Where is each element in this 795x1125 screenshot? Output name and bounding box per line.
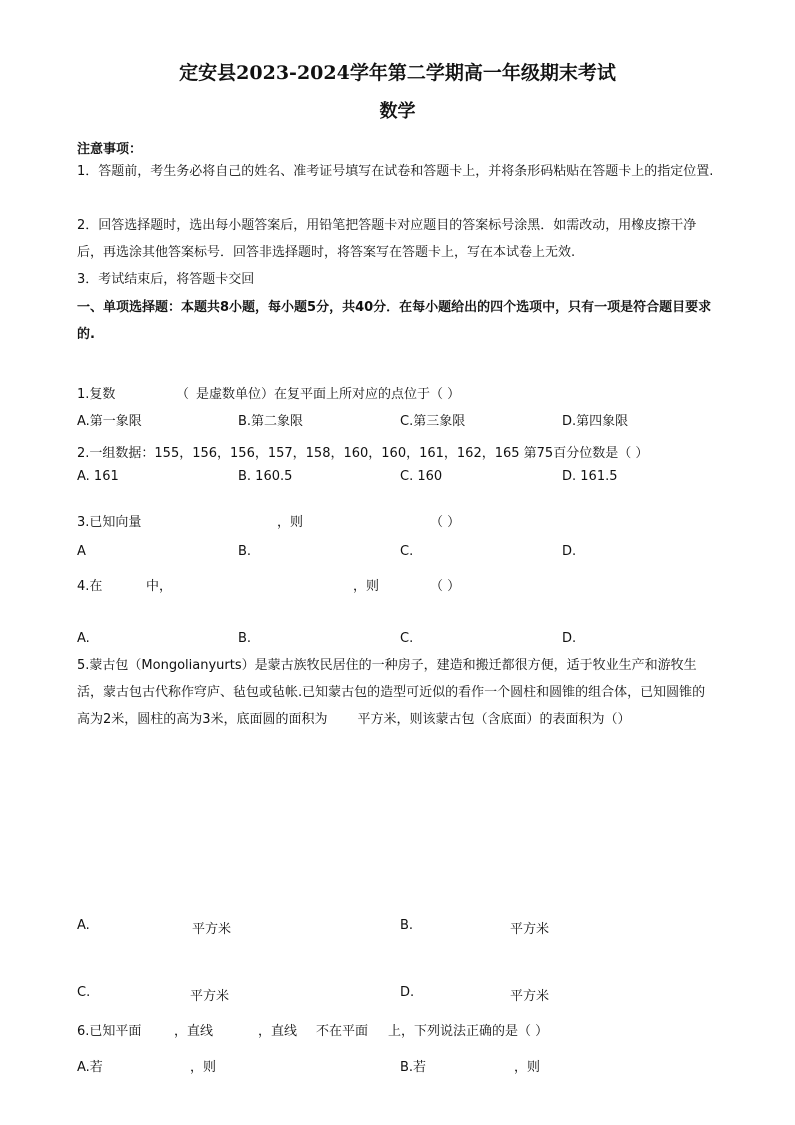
q5-stem-tail: 平方米，则该蒙古包（含底面）的表面积为（） (357, 712, 631, 727)
q6-stem-d: 不在平面 (316, 1024, 369, 1039)
q2-option-c: C. 160 (400, 469, 443, 484)
q5-stem (77, 652, 717, 733)
q3-stem-a: 3.已知向量 (77, 515, 142, 530)
q5-option-a: A. (77, 918, 90, 933)
q1-stem-c: 是虚数单位）在复平面上所对应的点位于（ ） (196, 387, 461, 402)
q1-option-c: C.第三象限 (400, 414, 466, 429)
q1-option-d: D.第四象限 (562, 414, 629, 429)
q5-option-d-unit: 平方米 (510, 989, 550, 1004)
q5-option-c-unit: 平方米 (190, 989, 230, 1004)
q5-option-c: C. (77, 985, 91, 1000)
q5-option-a-unit: 平方米 (192, 922, 232, 937)
q5-option-b-unit: 平方米 (510, 922, 550, 937)
q6-option-b: B.若 (400, 1060, 427, 1075)
q1-option-a: A.第一象限 (77, 414, 142, 429)
q1-stem-b: （ (176, 387, 190, 402)
notice-item-1: 1．答题前，考生务必将自己的姓名、准考证号填写在试卷和答题卡上，并将条形码粘贴在答题卡上的指定位置. (77, 164, 714, 179)
q6-stem-c: ，直线 (258, 1024, 298, 1039)
q5-stem-main: 5.蒙古包（Mongolianyurts）是蒙古族牧民居住的一种房子，建造和搬迁都很方便，适于牧业生产和游牧生活，蒙古包古代称作穹庐、毡包或毡帐.已知蒙古包的造型可近似的看作一个圆柱和圆锥的组合体，已知圆锥的高为2米，圆柱的高为3米，底面圆的面积为 (77, 658, 706, 727)
subject-title: 数学 (379, 101, 416, 122)
notice-heading: 注意事项： (77, 142, 143, 157)
q4-stem-b: 中， (146, 579, 173, 594)
q3-option-a: A (77, 544, 86, 559)
q4-stem-a: 4.在 (77, 579, 103, 594)
q2-option-d: D. 161.5 (562, 469, 618, 484)
q5-option-b: B. (400, 918, 414, 933)
q3-option-b: B. (238, 544, 252, 559)
section-heading: 一、单项选择题：本题共8小题，每小题5分，共40分．在每小题给出的四个选项中，只有一项是符合题目要求的. (77, 300, 712, 342)
q4-option-b: B. (238, 631, 252, 646)
q6-stem-e: 上，下列说法正确的是（ ） (388, 1024, 549, 1039)
notice-item-3: 3．考试结束后，将答题卡交回 (77, 272, 255, 287)
q3-option-c: C. (400, 544, 414, 559)
q6-option-a: A.若 (77, 1060, 103, 1075)
q2-option-b: B. 160.5 (238, 469, 293, 484)
q6-stem-a: 6.已知平面 (77, 1024, 142, 1039)
q3-option-d: D. (562, 544, 577, 559)
q4-option-d: D. (562, 631, 577, 646)
q6-option-b-then: ，则 (514, 1060, 541, 1075)
q2-stem: 2.一组数据：155，156，156，157，158，160，160，161，162，165 第75百分位数是（ ） (77, 446, 649, 461)
q1-stem-a: 1.复数 (77, 387, 116, 402)
q1-option-b: B.第二象限 (238, 414, 304, 429)
q4-option-a: A. (77, 631, 90, 646)
q3-stem-b: ，则 (277, 515, 304, 530)
exam-title: 定安县2023-2024学年第二学期高一年级期末考试 (179, 62, 616, 84)
q4-stem-d: （ ） (430, 579, 461, 594)
q2-option-a: A. 161 (77, 469, 119, 484)
q6-stem-b: ，直线 (174, 1024, 214, 1039)
q6-option-a-then: ，则 (190, 1060, 217, 1075)
q4-stem-c: ，则 (353, 579, 380, 594)
q5-option-d: D. (400, 985, 415, 1000)
q4-option-c: C. (400, 631, 414, 646)
q3-stem-c: （ ） (430, 515, 461, 530)
notice-item-2: 2．回答选择题时，选出每小题答案后，用铅笔把答题卡对应题目的答案标号涂黑．如需改动，用橡皮擦干净后，再选涂其他答案标号．回答非选择题时，将答案写在答题卡上，写在本试卷上无效. (77, 218, 697, 260)
